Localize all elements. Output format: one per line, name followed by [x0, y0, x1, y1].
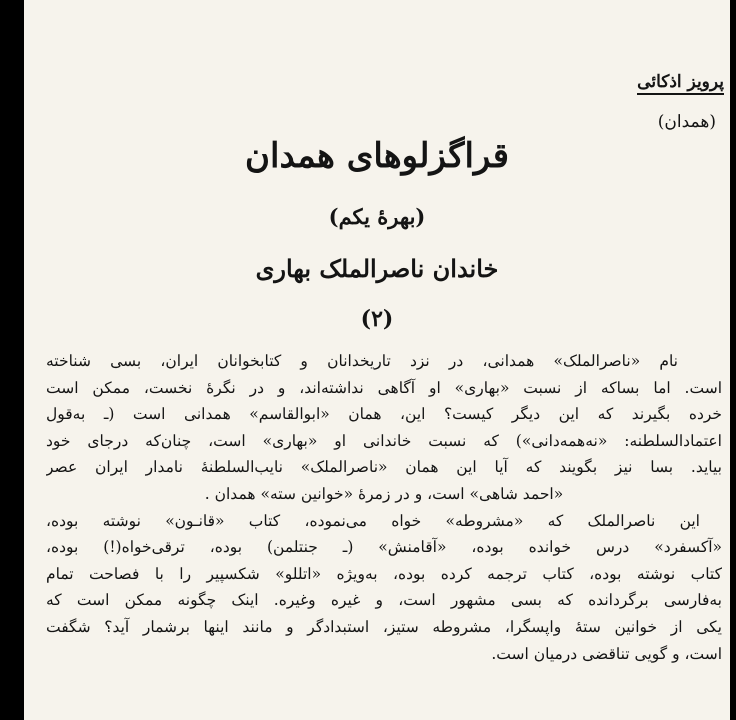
text-line: کتاب نوشته بوده، کتاب ترجمه کرده بوده، به‌ویژه «اتللو» شکسپیر را با فصاحت تمام: [46, 564, 722, 583]
part-label: (بهرهٔ یکم): [328, 204, 426, 229]
text-line: یکی از خوانین ستهٔ واپسگرا، مشروطه ستیز، استبدادگر و مانند اینها برشمار آید؟ شگفت: [46, 617, 722, 636]
text-line: نام «ناصرالملک» همدانی، در نزد تاریخدانان و کتابخوانان ایران، بسی شناخته: [46, 352, 678, 370]
text-line: «احمد شاهی» است، و در زمرهٔ «خوانین سته» همدان .: [204, 484, 564, 503]
article-title: قراگزلوهای همدان: [245, 136, 509, 176]
text-line: به‌فارسی برگردانده که بسی مشهور است، و غیره وغیره. اینک چگونه ممکن است که: [46, 591, 722, 610]
body-text: [46, 348, 722, 667]
section-title: خاندان ناصرالملک بهاری: [255, 254, 499, 283]
text-line: است. اما بساکه از نسبت «بهاری» او آگاهی نداشته‌اند، و در نگرهٔ نخست، ممکن است: [46, 378, 722, 397]
text-line: «آکسفرد» درس خوانده بوده، «آقامنش» (ـ جنتلمن) بوده، ترقی‌خواه(!) بوده،: [46, 538, 722, 557]
author-city: (همدان): [657, 112, 716, 132]
text-line: است، و گویی تناقضی درمیان است.: [491, 644, 722, 663]
scanned-page: [24, 0, 730, 720]
author-name: پرویز اذکائی: [637, 72, 724, 95]
text-line: بیاید. بسا نیز بگویند که آیا این همان «ناصرالملک» نایب‌السلطنهٔ نامدار ایران عصر: [46, 458, 722, 477]
text-line: اعتمادالسلطنه: «نه‌همه‌دانی») که نسبت خاندانی او «بهاری» است، چنان‌که درجای خود: [46, 431, 722, 450]
text-line: این ناصرالملک که «مشروطه» خواه می‌نموده، کتاب «قانـون» نوشته بوده،: [46, 511, 700, 530]
section-number: (۲): [360, 306, 394, 332]
text-line: خرده بگیرند که این دیگر کیست؟ این، همان «ابوالقاسم» همدانی است (ـ به‌قول: [46, 405, 722, 424]
